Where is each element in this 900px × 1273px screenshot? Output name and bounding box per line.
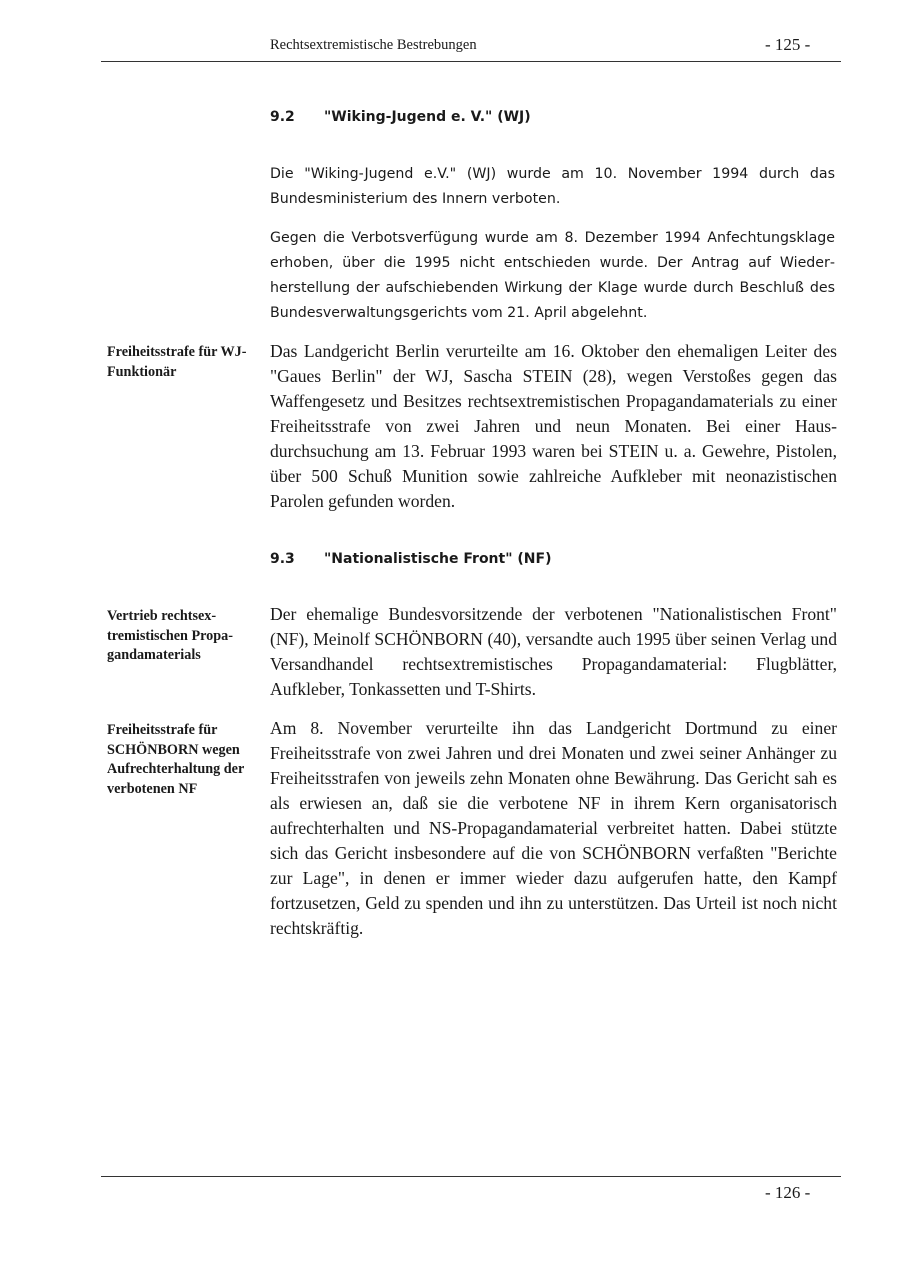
header-rule: [101, 61, 841, 62]
header-page-number: - 125 -: [765, 35, 811, 54]
paragraph-stein-verdict: Das Landgericht Berlin verurteilte am 16. Oktober den ehemaligen Leiter des "Gaues Berlin" der WJ, Sascha STEIN (28), wegen Verstoßes gegen das Waffengesetz und Besitzes rechtsextremistischen Propagandamaterials zu einer Freiheitsstrafe von zwei Jahren und neun Monaten. Bei einer Hausdurchsuchung am 13. Februar 1993 waren bei STEIN u. a. Gewehre, Pistolen, über 500 Schuß Munition sowie zahlreiche Aufkleber mit neonazistischen Parolen gefunden worden.: [270, 341, 837, 511]
section-title: "Nationalistische Front" (NF): [324, 551, 552, 567]
section-heading-9-2: [270, 109, 531, 125]
margin-note-nf-propaganda: Vertrieb rechtsextremistischen Propagandamaterials: [107, 608, 233, 663]
margin-note-schoenborn-sentence: Freiheitsstrafe für SCHÖNBORN wegen Aufrechterhaltung der verbotenen NF: [107, 722, 245, 797]
margin-note-wj-sentence: Freiheitsstrafe für WJ-Funktionär: [107, 344, 247, 380]
paragraph-nf-distribution: Der ehemalige Bundesvorsitzende der verbotenen "Nationalistischen Front" (NF), Meinolf SCHÖNBORN (40), versandte auch 1995 über seinen Verlag und Versandhandel rechtsextremistisches Propagandamaterial: Flugblätter, Aufkleber, Tonkassetten und T-Shirts.: [270, 604, 837, 699]
section-title: "Wiking-Jugend e. V." (WJ): [324, 109, 531, 125]
paragraph-wj-ban: Die "Wiking-Jugend e.V." (WJ) wurde am 10. November 1994 durch das Bundesministerium des Innern verboten.: [270, 166, 835, 207]
section-number: 9.2: [270, 109, 295, 125]
running-header-title: Rechtsextremistische Bestrebungen: [270, 37, 477, 53]
footer-page-number: - 126 -: [765, 1183, 811, 1202]
footer-rule: [101, 1176, 841, 1177]
paragraph-schoenborn-verdict: Am 8. November verurteilte ihn das Landgericht Dortmund zu einer Freiheitsstrafe von zwei Jahren und drei Monaten und zwei seiner Anhänger zu Freiheitsstrafen von jeweils zehn Monaten ohne Bewährung. Das Gericht sah es als erwiesen an, daß sie die verbotene NF in ihrem Kern organisatorisch aufrechterhalten und NS-Propagandamaterial verbreitet hatten. Dabei stützte sich das Gericht insbesondere auf die von SCHÖNBORN verfaßten "Berichte zur Lage", in denen er immer wieder dazu aufgerufen hatte, den Kampf fortzusetzen, Geld zu spenden und ihn zu unterstützen. Das Urteil ist noch nicht rechtskräftig.: [270, 718, 837, 938]
paragraph-wj-appeal: Gegen die Verbotsverfügung wurde am 8. Dezember 1994 Anfechtungsklage erhoben, über die 1995 nicht entschieden wurde. Der Antrag auf Wiederherstellung der aufschiebenden Wirkung der Klage wurde durch Beschluß des Bundesverwaltungsgerichts vom 21. April abgelehnt.: [270, 230, 835, 321]
section-heading-9-3: [270, 551, 551, 567]
section-number: 9.3: [270, 551, 295, 567]
